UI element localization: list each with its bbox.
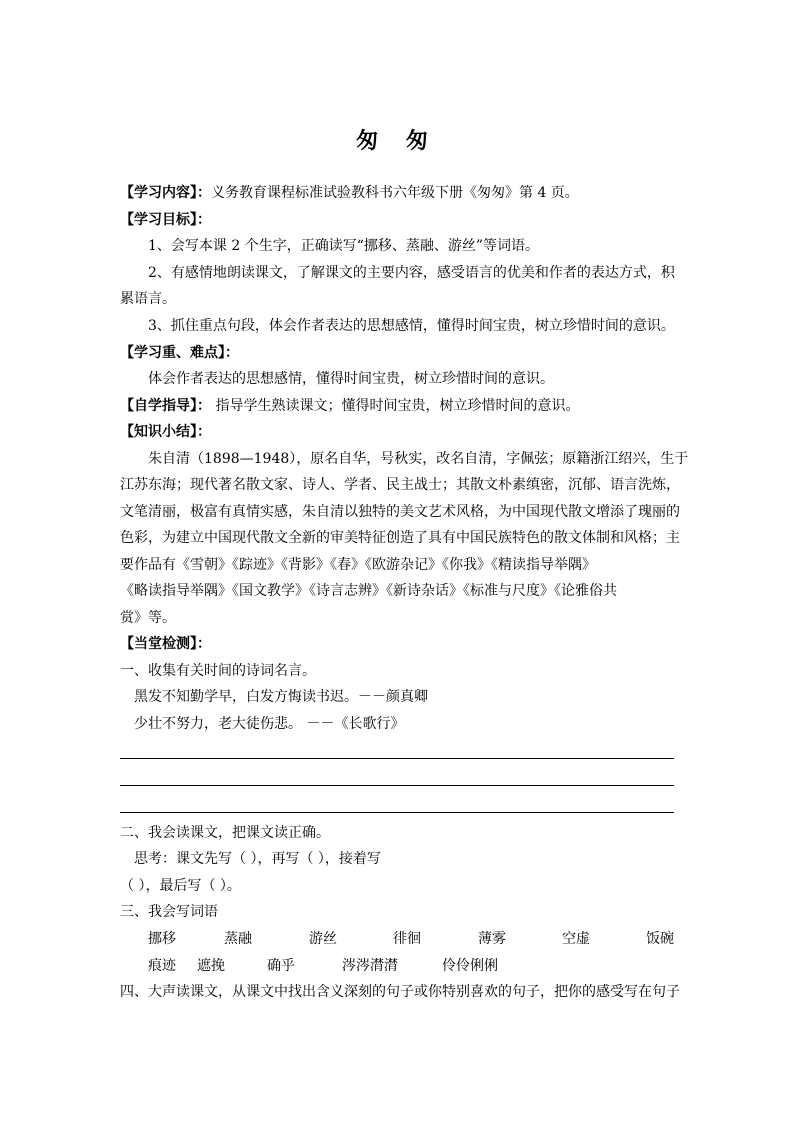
self-study-label: 【自学指导】： xyxy=(120,398,211,414)
goal-item-1: 1、会写本课 2 个生字，正确读写“挪移、蒸融、游丝”等词语。 xyxy=(148,238,540,254)
knowledge-line: 《略读指导举隅》《国文教学》《诗言志辨》《新诗杂话》《标准与尺度》《论雅俗共 xyxy=(120,583,617,599)
key-points-text: 体会作者表达的思想感情，懂得时间宝贵，树立珍惜时间的意识。 xyxy=(148,371,554,387)
check-label: 【当堂检测】： xyxy=(120,636,211,652)
knowledge-line: 要作品有《雪朝》《踪迹》《背影》《春》《欧游杂记》《你我》《精读指导举隅》 xyxy=(120,557,596,573)
word-item: 薄雾 xyxy=(478,931,506,947)
goals-label: 【学习目标】： xyxy=(120,212,211,228)
key-points-label: 【学习重、难点】： xyxy=(120,345,239,361)
content-row xyxy=(120,180,676,206)
content-label: 【学习内容】： xyxy=(120,185,211,201)
word-row-1 xyxy=(148,926,678,952)
answer-line[interactable] xyxy=(120,785,674,786)
poem-line-2: 少壮不努力，老大徒伤悲。 －－《长歌行》 xyxy=(134,716,405,732)
word-item: 遮挽 xyxy=(197,958,225,974)
page-title: 匆 匆 xyxy=(356,128,438,154)
question-2: 二、我会读课文，把课文读正确。 xyxy=(120,825,330,841)
goal-item-2-cont: 累语言。 xyxy=(120,291,176,307)
knowledge-line: 文笔清丽，极富有真情实感，朱自清以独特的美文艺术风格，为中国现代散文增添了瑰丽的 xyxy=(120,504,680,520)
content-text: 义务教育课程标准试验教科书六年级下册《匆匆》第 4 页。 xyxy=(211,185,579,201)
word-item: 痕迹 xyxy=(148,958,176,974)
word-item: 确乎 xyxy=(267,958,295,974)
knowledge-line: 赏》等。 xyxy=(120,610,176,626)
goal-item-2: 2、有感情地朗读课文，了解课文的主要内容，感受语言的优美和作者的表达方式，积 xyxy=(148,265,675,281)
knowledge-line: 色彩，为建立中国现代散文全新的审美特征创造了具有中国民族特色的散文体制和风格；主 xyxy=(120,530,680,546)
knowledge-label: 【知识小结】： xyxy=(120,424,211,440)
knowledge-line: 朱自清（1898—1948），原名自华，号秋实，改名自清，字佩弦；原籍浙江绍兴，生于 xyxy=(148,451,689,467)
question-2-prompt-cont: （ ），最后写（ ）。 xyxy=(120,878,241,894)
question-2-prompt: 思考：课文先写（ ），再写（ ），接着写 xyxy=(134,851,381,867)
word-item: 涔涔潸潸 xyxy=(342,958,398,974)
word-item: 蒸融 xyxy=(224,931,252,947)
self-study-row xyxy=(120,393,676,419)
word-item: 徘徊 xyxy=(393,931,421,947)
question-3: 三、我会写词语 xyxy=(120,904,218,920)
word-item: 空虚 xyxy=(562,931,590,947)
question-4: 四、大声读课文，从课文中找出含义深刻的句子或你特别喜欢的句子，把你的感受写在句子 xyxy=(120,984,680,1000)
poem-line-1: 黑发不知勤学早，白发方悔读书迟。－－颜真卿 xyxy=(134,689,428,705)
self-study-text: 指导学生熟读课文；懂得时间宝贵，树立珍惜时间的意识。 xyxy=(215,398,580,414)
word-item: 挪移 xyxy=(148,931,176,947)
knowledge-line: 江苏东海；现代著名散文家、诗人、学者、民主战士；其散文朴素缜密，沉郁、语言洗炼， xyxy=(120,477,680,493)
question-1: 一、收集有关时间的诗词名言。 xyxy=(120,663,316,679)
word-item: 伶伶俐俐 xyxy=(442,958,498,974)
word-row-2 xyxy=(148,953,678,979)
word-item: 游丝 xyxy=(309,931,337,947)
goal-item-3: 3、抓住重点句段，体会作者表达的思想感情，懂得时间宝贵，树立珍惜时间的意识。 xyxy=(148,318,675,334)
word-item: 饭碗 xyxy=(646,931,674,947)
answer-line[interactable] xyxy=(120,758,674,759)
answer-line[interactable] xyxy=(120,812,674,813)
